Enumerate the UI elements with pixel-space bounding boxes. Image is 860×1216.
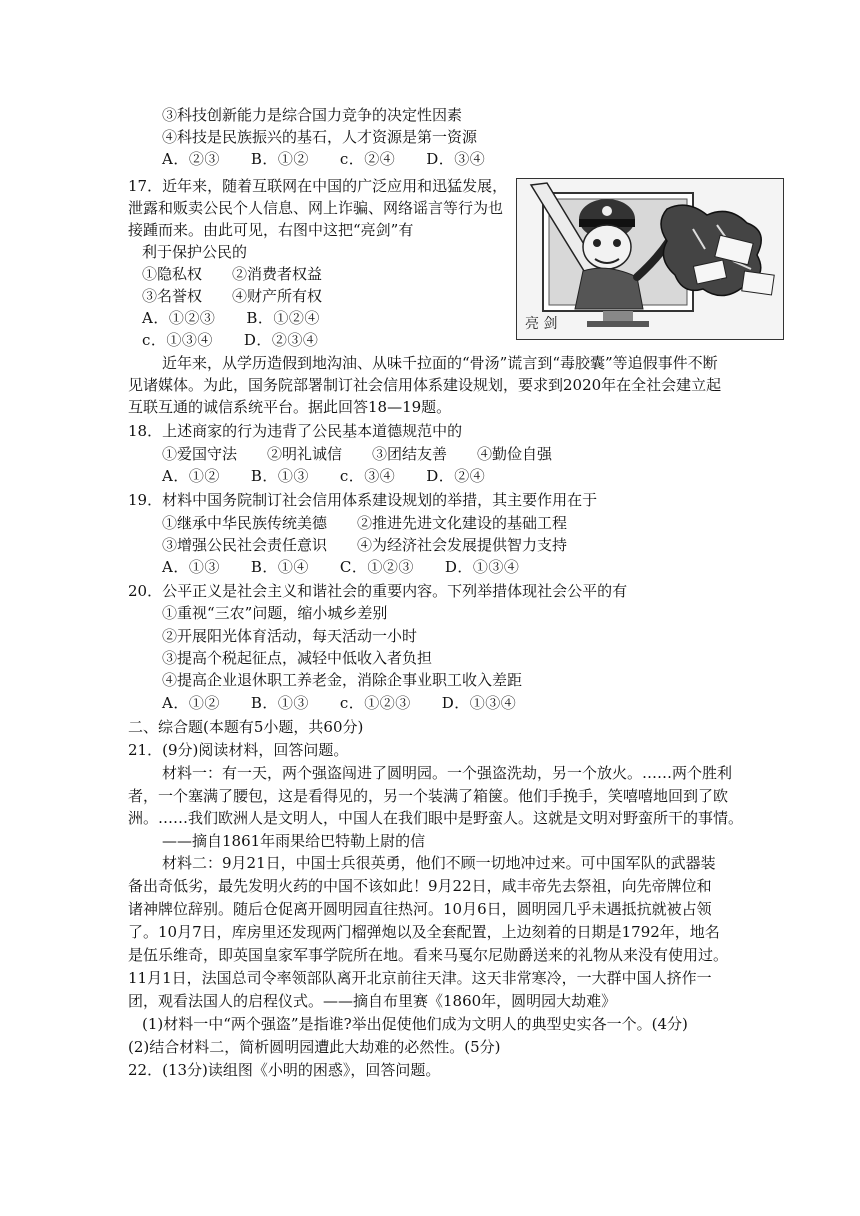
- q21-material1-source: ——摘自1861年雨果给巴特勒上尉的信: [162, 832, 426, 850]
- q17-items-row2: ③名誉权 ④财产所有权: [142, 287, 323, 305]
- q22-stem: 22．(13分)读组图《小明的困惑》，回答问题。: [128, 1061, 441, 1079]
- q21-material2-line3: 诸神牌位辞别。随后仓促离开圆明园直往热河。10月6日，圆明园几乎未遇抵抗就被占领: [128, 900, 712, 918]
- q21-stem: 21．(9分)阅读材料，回答问题。: [128, 741, 349, 759]
- q21-material2-line1: 材料二：9月21日，中国士兵很英勇，他们不顾一切地冲过来。可中国军队的武器装: [162, 854, 716, 872]
- q17-items-row1: ①隐私权 ②消费者权益: [142, 265, 323, 283]
- q18-options: A．①② B．①③ c．③④ D．②④: [162, 467, 486, 485]
- section-2-heading: 二、综合题(本题有5小题，共60分): [128, 718, 364, 736]
- q21-material2-line5: 是伍乐维奇，即英国皇家军事学院所在地。看来马戛尔尼勋爵送来的礼物从来没有使用过。: [128, 946, 729, 964]
- q21-material1-line3: 洲。……我们欧洲人是文明人，中国人在我们眼中是野蛮人。这就是文明对野蛮所干的事情。: [128, 809, 744, 827]
- q17-options-row1: A．①②③ B．①②④: [142, 309, 320, 327]
- q21-material1-line2: 者，一个塞满了腰包，这是看得见的，另一个装满了箱箧。他们手挽手，笑嘻嘻地回到了欧: [128, 787, 729, 805]
- q16-item-4: ④科技是民族振兴的基石，人才资源是第一资源: [162, 128, 478, 146]
- q20-item-4: ④提高企业退休职工养老金，消除企事业职工收入差距: [162, 671, 523, 689]
- q21-material2-line2: 备出奇低劣，最先发明火药的中国不该如此！9月22日，咸丰帝先去祭祖，向先帝牌位和: [128, 877, 712, 895]
- q21-material2-line7: 团，观看法国人的启程仪式。——摘自布里赛《1860年，圆明园大劫难》: [128, 992, 617, 1010]
- q17-options-row2: c．①③④ D．②③④: [142, 331, 319, 349]
- q16-options: A．②③ B．①② c．②④ D．③④: [162, 150, 486, 168]
- q21-subquestion-2: (2)结合材料二，简析圆明园遭此大劫难的必然性。(5分): [128, 1038, 501, 1056]
- q17-stem-line3: 接踵而来。由此可见，右图中这把“亮剑”有: [128, 221, 414, 239]
- q17-stem-line2: 泄露和贩卖公民个人信息、网上诈骗、网络谣言等行为也: [128, 199, 504, 217]
- material-line3: 互联互通的诚信系统平台。据此回答18—19题。: [128, 398, 452, 416]
- cartoon-caption: 亮 剑: [525, 316, 558, 332]
- q18-stem: 18．上述商家的行为违背了公民基本道德规范中的: [128, 422, 463, 440]
- q21-subquestion-1: (1)材料一中“两个强盗”是指谁?举出促使他们成为文明人的典型史实各一个。(4分): [142, 1015, 688, 1033]
- q17-stem-line4: 利于保护公民的: [142, 243, 248, 261]
- q19-options: A．①③ B．①④ C．①②③ D．①③④: [162, 558, 520, 576]
- q16-item-3: ③科技创新能力是综合国力竞争的决定性因素: [162, 106, 463, 124]
- material-line1: 近年来，从学历造假到地沟油、从味千拉面的“骨汤”谎言到“毒胶囊”等追假事件不断: [162, 354, 718, 372]
- q18-items: ①爱国守法 ②明礼诚信 ③团结友善 ④勤俭自强: [162, 445, 553, 463]
- q19-stem: 19．材料中国务院制订社会信用体系建设规划的举措，其主要作用在于: [128, 491, 598, 509]
- q20-item-3: ③提高个税起征点，减轻中低收入者负担: [162, 649, 433, 667]
- q20-stem: 20．公平正义是社会主义和谐社会的重要内容。下列举措体现社会公平的有: [128, 582, 628, 600]
- q19-items-row1: ①继承中华民族传统美德 ②推进先进文化建设的基础工程: [162, 514, 568, 532]
- q20-item-1: ①重视“三农”问题，缩小城乡差别: [162, 604, 388, 622]
- q21-material1-line1: 材料一：有一天，两个强盗闯进了圆明园。一个强盗洗劫，另一个放火。……两个胜利: [162, 764, 733, 782]
- material-line2: 见诸媒体。为此，国务院部署制订社会信用体系建设规划，要求到2020年在全社会建立起: [128, 376, 722, 394]
- cartoon-liangjian: [516, 178, 784, 340]
- q19-items-row2: ③增强公民社会责任意识 ④为经济社会发展提供智力支持: [162, 536, 568, 554]
- q21-material2-line6: 11月1日，法国总司令率领部队离开北京前往天津。这天非常寒冷，一大群中国人挤作一: [128, 969, 712, 987]
- q17-stem-line1: 17．近年来，随着互联网在中国的广泛应用和迅猛发展，: [128, 177, 508, 195]
- q20-options: A．①② B．①③ c．①②③ D．①③④: [162, 694, 517, 712]
- q21-material2-line4: 了。10月7日，库房里还发现两门榴弹炮以及全套配置，上边刻着的日期是1792年，地名: [128, 923, 720, 941]
- q20-item-2: ②开展阳光体育活动，每天活动一小时: [162, 627, 418, 645]
